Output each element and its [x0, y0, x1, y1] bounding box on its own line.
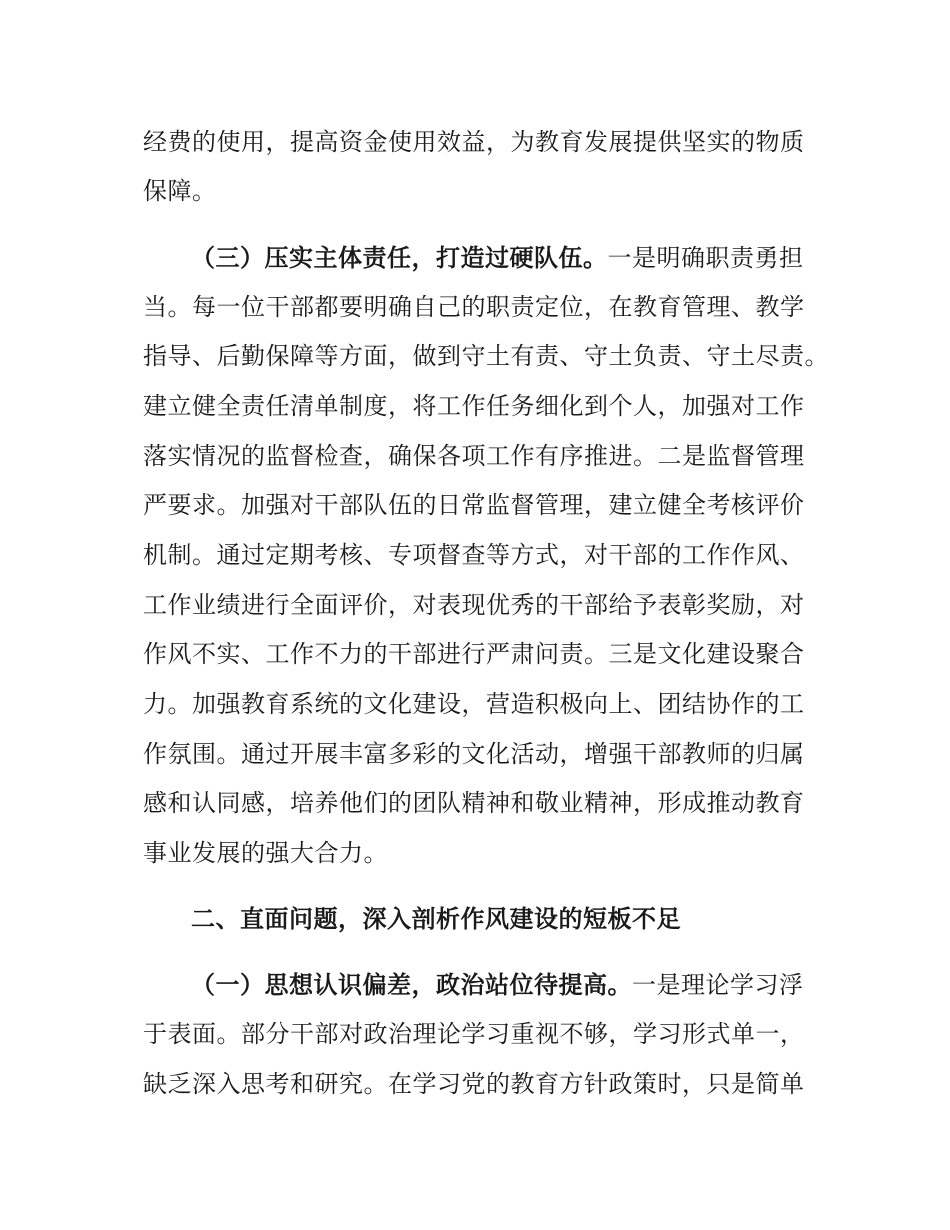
- p2-line-4: 落实情况的监督检查，确保各项工作有序推进。二是监督管理: [143, 442, 805, 470]
- p1-line-2: 保障。: [143, 177, 217, 205]
- p2-line-2: 指导、后勤保障等方面，做到守土有责、守土负责、守土尽责。: [143, 342, 829, 370]
- p2-line-3: 建立健全责任清单制度，将工作任务细化到个人，加强对工作: [143, 392, 805, 420]
- p2-lead-bold: （三）压实主体责任，打造过硬队伍。: [191, 244, 608, 272]
- p1-line-1: 经费的使用，提高资金使用效益，为教育发展提供坚实的物质: [143, 128, 805, 156]
- p2-line-6: 机制。通过定期考核、专项督查等方式，对干部的工作作风、: [143, 541, 805, 569]
- p3-lead-rest: 一是理论学习浮: [632, 971, 804, 999]
- p2-line-1: 当。每一位干部都要明确自己的职责定位，在教育管理、教学: [143, 293, 805, 321]
- p2-line-11: 感和认同感，培养他们的团队精神和敬业精神，形成推动教育: [143, 789, 805, 817]
- p3-first-line: [191, 970, 871, 1000]
- p2-line-9: 力。加强教育系统的文化建设，营造积极向上、团结协作的工: [143, 690, 805, 718]
- p2-lead-rest: 一是明确职责勇担: [607, 244, 804, 272]
- p2-line-10: 作氛围。通过开展丰富多彩的文化活动，增强干部教师的归属: [143, 740, 805, 768]
- section-heading: 二、直面问题，深入剖析作风建设的短板不足: [191, 905, 681, 933]
- p2-line-7: 工作业绩进行全面评价，对表现优秀的干部给予表彰奖励，对: [143, 591, 805, 619]
- p3-line-1: 于表面。部分干部对政治理论学习重视不够，学习形式单一，: [143, 1020, 805, 1048]
- p2-line-5: 严要求。加强对干部队伍的日常监督管理，建立健全考核评价: [143, 491, 805, 519]
- p3-line-2: 缺乏深入思考和研究。在学习党的教育方针政策时，只是简单: [143, 1070, 805, 1098]
- p3-lead-bold: （一）思想认识偏差，政治站位待提高。: [191, 971, 632, 999]
- p2-line-8: 作风不实、工作不力的干部进行严肃问责。三是文化建设聚合: [143, 640, 805, 668]
- p2-line-12: 事业发展的强大合力。: [143, 839, 388, 867]
- p2-first-line: [191, 243, 871, 273]
